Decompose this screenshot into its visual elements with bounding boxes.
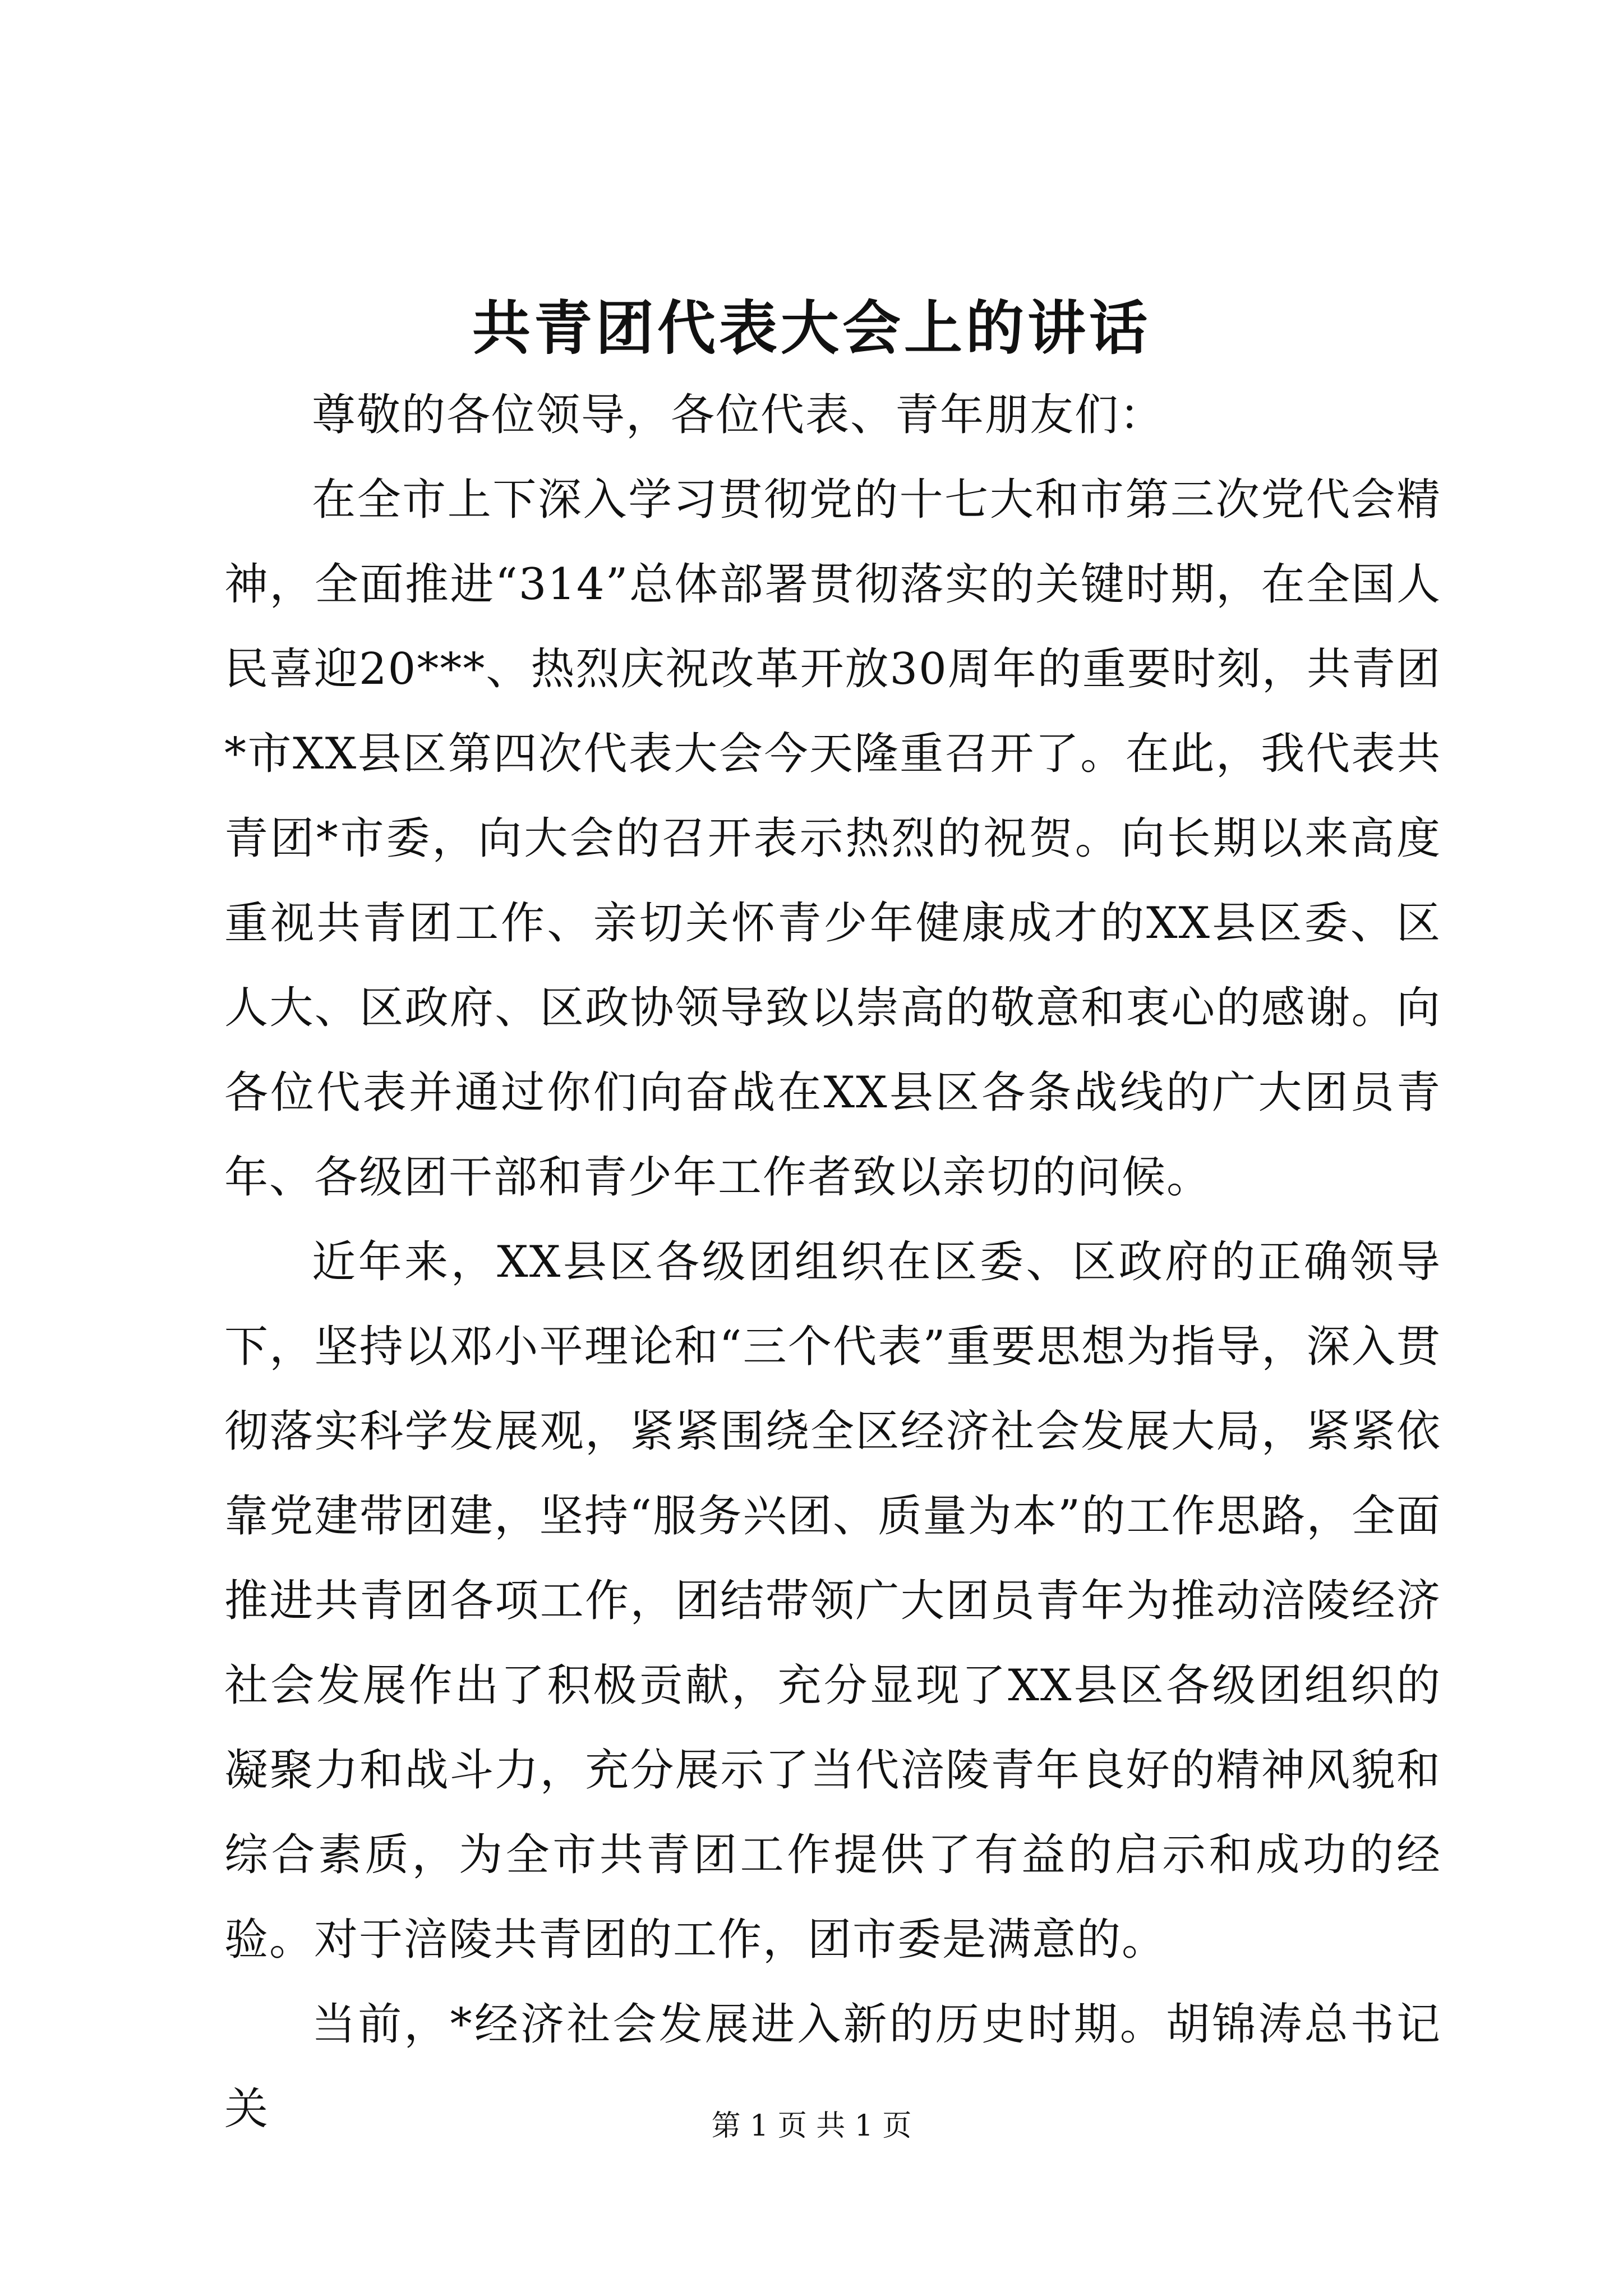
paragraph-salutation: 尊敬的各位领导，各位代表、青年朋友们： [312, 390, 1165, 440]
paragraph-current-period: 当前，*经济社会发展进入新的历史时期。胡锦涛总书记关 [224, 1999, 1441, 2134]
document-title: 共青团代表大会上的讲话 [472, 293, 1151, 362]
paragraph-achievements: 近年来，XX县区各级团组织在区委、区政府的正确领导下，坚持以邓小平理论和“三个代表”重要思想为指导，深入贯彻落实科学发展观，紧紧围绕全区经济社会发展大局，紧紧依靠党建带团建，坚持“服务兴团、质量为本”的工作思路，全面推进共青团各项工作，团结带领广大团员青年为推动涪陵经济社会发展作出了积极贡献，充分显现了XX县区各级团组织的凝聚力和战斗力，充分展示了当代涪陵青年良好的精神风貌和综合素质，为全市共青团工作提供了有益的启示和成功的经验。对于涪陵共青团的工作，团市委是满意的。 [224, 1237, 1441, 1965]
paragraph-opening: 在全市上下深入学习贯彻党的十七大和市第三次党代会精神，全面推进“314”总体部署贯彻落实的关键时期，在全国人民喜迎20***、热烈庆祝改革开放30周年的重要时刻，共青团*市XX县区第四次代表大会今天隆重召开了。在此，我代表共青团*市委，向大会的召开表示热烈的祝贺。向长期以来高度重视共青团工作、亲切关怀青少年健康成才的XX县区委、区人大、区政府、区政协领导致以崇高的敬意和衷心的感谢。向各位代表并通过你们向奋战在XX县区各条战线的广大团员青年、各级团干部和青少年工作者致以亲切的问候。 [224, 475, 1441, 1203]
page-footer: 第 1 页 共 1 页 [711, 2109, 912, 2143]
document-body [224, 373, 1441, 2152]
